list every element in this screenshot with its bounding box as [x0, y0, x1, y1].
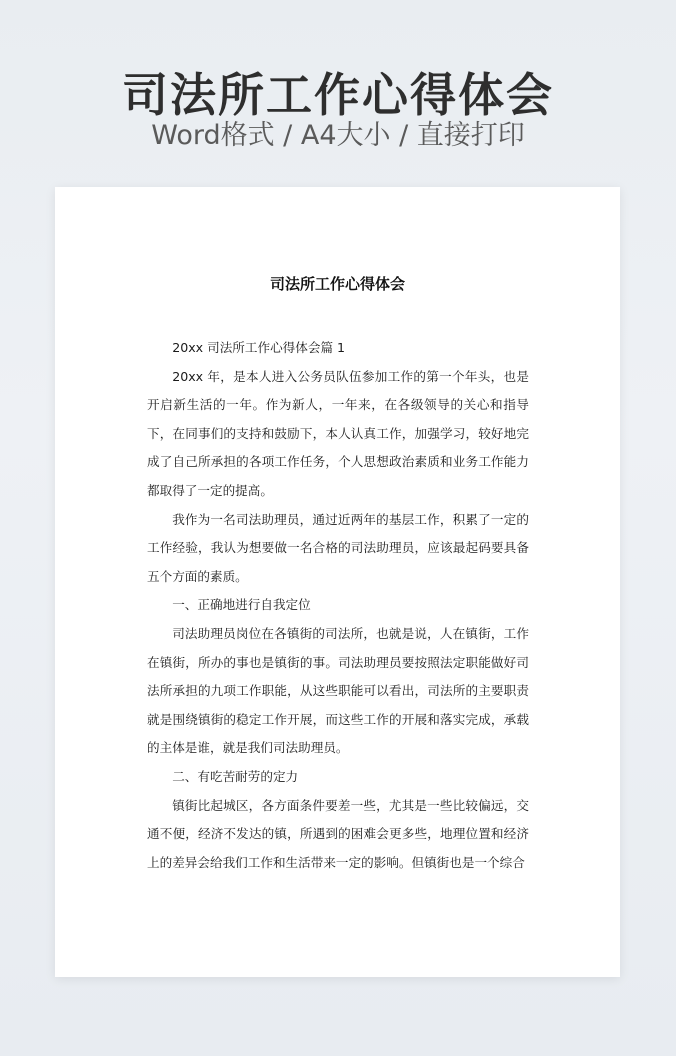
paragraph: 镇街比起城区，各方面条件要差一些，尤其是一些比较偏远，交通不便，经济不发达的镇，所遇到的困难会更多些，地理位置和经济上的差异会给我们工作和生活带来一定的影响。但镇街也是一个综合 — [147, 797, 529, 870]
paragraph-section-heading: 20xx 司法所工作心得体会篇 1 — [172, 340, 346, 355]
paragraph: 我作为一名司法助理员，通过近两年的基层工作，积累了一定的工作经验，我认为想要做一名合格的司法助理员，应该最起码要具备五个方面的素质。 — [147, 511, 529, 584]
document-title: 司法所工作心得体会 — [269, 275, 405, 293]
paragraph: 20xx 年，是本人进入公务员队伍参加工作的第一个年头，也是开启新生活的一年。作为新人，一年来，在各级领导的关心和指导下，在同事们的支持和鼓励下，本人认真工作，加强学习，较好地完成了自己所承担的各项工作任务，个人思想政治素质和业务工作能力都取得了一定的提高。 — [147, 368, 529, 498]
paragraph-heading: 一、正确地进行自我定位 — [172, 597, 311, 613]
paragraph-heading: 二、有吃苦耐劳的定力 — [172, 768, 299, 784]
document-body — [147, 334, 529, 877]
banner-subtitle: Word格式 / A4大小 / 直接打印 — [151, 120, 525, 151]
banner-title: 司法所工作心得体会 — [122, 68, 554, 122]
paragraph: 司法助理员岗位在各镇街的司法所，也就是说，人在镇街，工作在镇街，所办的事也是镇街的事。司法助理员要按照法定职能做好司法所承担的九项工作职能，从这些职能可以看出，司法所的主要职责就是围绕镇街的稳定工作开展，而这些工作的开展和落实完成，承载的主体是谁，就是我们司法助理员。 — [147, 625, 529, 756]
